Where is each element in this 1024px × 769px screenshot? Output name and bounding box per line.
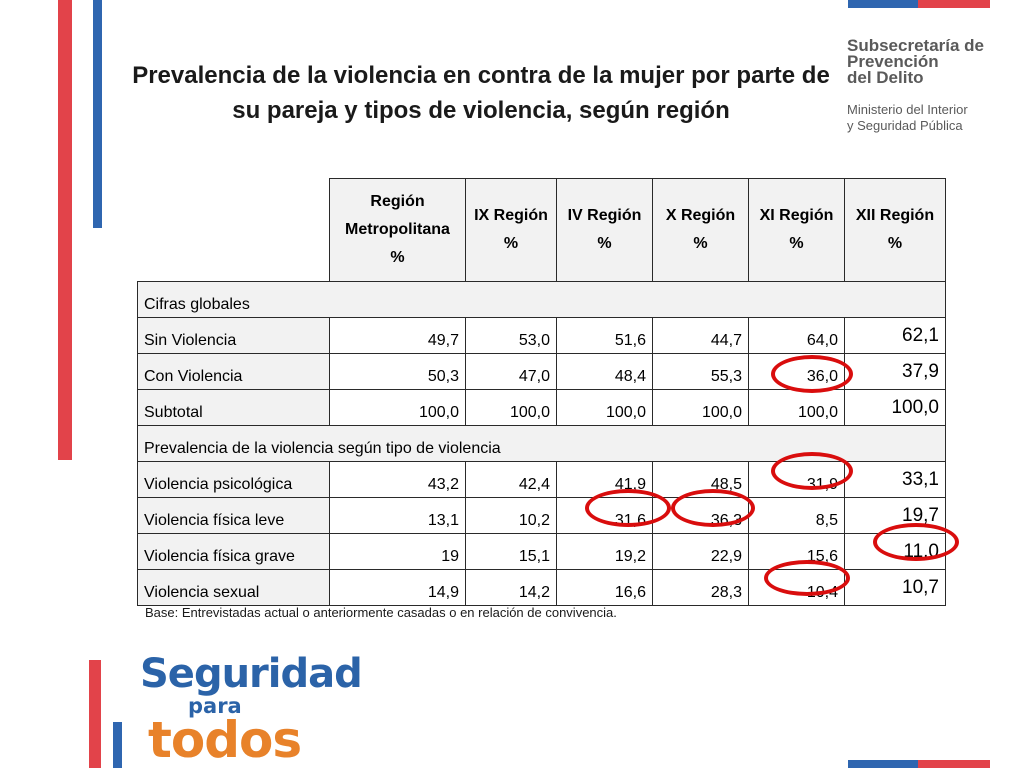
row-label: Violencia física leve bbox=[138, 498, 330, 534]
cell-value: 36,3 bbox=[653, 498, 749, 534]
slide-title: Prevalencia de la violencia en contra de la mujer por parte de su pareja y tipos de violencia, según región bbox=[132, 62, 830, 124]
section-title: Prevalencia de la violencia según tipo de violencia bbox=[138, 426, 946, 462]
table-row bbox=[138, 390, 946, 426]
cell-value: 50,3 bbox=[330, 354, 466, 390]
org-line: Subsecretaría de bbox=[847, 36, 985, 55]
col-header-rm bbox=[330, 179, 466, 282]
cell-value: 49,7 bbox=[330, 318, 466, 354]
cell-value: 19 bbox=[330, 534, 466, 570]
section-title: Cifras globales bbox=[138, 282, 946, 318]
cell-value: 15,1 bbox=[466, 534, 557, 570]
highlight-circle-fisica-leve-iv bbox=[585, 489, 671, 527]
header-row bbox=[138, 179, 946, 282]
cell-value: 31,9 bbox=[749, 462, 845, 498]
top-strip-red bbox=[918, 0, 990, 8]
row-label: Sin Violencia bbox=[138, 318, 330, 354]
cell-value: 16,6 bbox=[557, 570, 653, 606]
col-header-x bbox=[653, 179, 749, 282]
cell-value: 48,4 bbox=[557, 354, 653, 390]
highlight-circle-fisica-leve-x bbox=[671, 489, 755, 527]
accent-bar-red-bottom bbox=[89, 660, 101, 768]
highlight-circle-con-violencia-xi bbox=[771, 355, 853, 393]
seguridad-para-todos-logo bbox=[140, 651, 362, 769]
cell-value: 10,2 bbox=[466, 498, 557, 534]
table-footnote: Base: Entrevistadas actual o anteriormente casadas o en relación de convivencia. bbox=[145, 605, 617, 620]
cell-value: 55,3 bbox=[653, 354, 749, 390]
cell-value: 19,2 bbox=[557, 534, 653, 570]
col-header-line: XI Región bbox=[759, 207, 834, 224]
cell-value: 100,0 bbox=[466, 390, 557, 426]
row-label: Con Violencia bbox=[138, 354, 330, 390]
logo-line: Seguridad bbox=[140, 651, 362, 697]
row-label: Violencia psicológica bbox=[138, 462, 330, 498]
ministry-name bbox=[847, 102, 984, 134]
col-header-line: % bbox=[887, 235, 903, 252]
header-corner bbox=[138, 179, 330, 282]
cell-value: 62,1 bbox=[845, 318, 946, 354]
highlight-circle-sexual-xi bbox=[764, 560, 850, 596]
highlight-circle-fisica-grave-xii bbox=[873, 523, 959, 561]
section-row-global bbox=[138, 282, 946, 318]
cell-value: 28,3 bbox=[653, 570, 749, 606]
col-header-line: X Región bbox=[665, 207, 736, 224]
col-header-xi bbox=[749, 179, 845, 282]
cell-value: 53,0 bbox=[466, 318, 557, 354]
cell-value: 33,1 bbox=[845, 462, 946, 498]
cell-value: 100,0 bbox=[749, 390, 845, 426]
cell-value: 13,1 bbox=[330, 498, 466, 534]
cell-value: 100,0 bbox=[845, 390, 946, 426]
col-header-line: % bbox=[503, 235, 519, 252]
cell-value: 100,0 bbox=[330, 390, 466, 426]
col-header-xii bbox=[845, 179, 946, 282]
col-header-line: IX Región bbox=[474, 207, 548, 224]
cell-value: 8,5 bbox=[749, 498, 845, 534]
cell-value: 48,5 bbox=[653, 462, 749, 498]
org-name bbox=[847, 38, 984, 86]
top-strip-blue bbox=[848, 0, 918, 8]
cell-value: 19,7 bbox=[845, 498, 946, 534]
cell-value: 43,2 bbox=[330, 462, 466, 498]
cell-value: 14,2 bbox=[466, 570, 557, 606]
cell-value: 42,4 bbox=[466, 462, 557, 498]
row-label: Violencia física grave bbox=[138, 534, 330, 570]
cell-value: 64,0 bbox=[749, 318, 845, 354]
table-row bbox=[138, 498, 946, 534]
accent-bar-blue-bottom bbox=[113, 722, 122, 768]
table-row bbox=[138, 318, 946, 354]
cell-value: 47,0 bbox=[466, 354, 557, 390]
col-header-line: % bbox=[693, 235, 708, 252]
cell-value: 10,4 bbox=[749, 570, 845, 606]
col-header-line: XII Región bbox=[855, 207, 935, 224]
cell-value: 100,0 bbox=[653, 390, 749, 426]
col-header-iv bbox=[557, 179, 653, 282]
cell-value: 44,7 bbox=[653, 318, 749, 354]
cell-value: 15,6 bbox=[749, 534, 845, 570]
col-header-line: Metropolitana bbox=[345, 221, 450, 238]
col-header-line: % bbox=[789, 235, 804, 252]
cell-value: 14,9 bbox=[330, 570, 466, 606]
col-header-line: % bbox=[390, 249, 405, 266]
bottom-strip-blue bbox=[848, 760, 918, 768]
logo-line: todos bbox=[148, 711, 302, 769]
cell-value: 37,9 bbox=[845, 354, 946, 390]
ministry-line: Ministerio del Interior bbox=[847, 102, 968, 117]
cell-value: 11,0 bbox=[845, 534, 946, 570]
highlight-circle-psicologica-xi bbox=[771, 452, 853, 490]
accent-bar-blue-left bbox=[93, 0, 102, 228]
col-header-line: % bbox=[597, 235, 612, 252]
cell-value: 41,9 bbox=[557, 462, 653, 498]
cell-value: 100,0 bbox=[557, 390, 653, 426]
cell-value: 10,7 bbox=[845, 570, 946, 606]
org-line: Prevención bbox=[847, 52, 939, 71]
cell-value: 22,9 bbox=[653, 534, 749, 570]
row-label: Violencia sexual bbox=[138, 570, 330, 606]
bottom-strip-red bbox=[918, 760, 990, 768]
row-label: Subtotal bbox=[138, 390, 330, 426]
accent-bar-red-left bbox=[58, 0, 72, 460]
col-header-line: Región bbox=[370, 193, 425, 210]
cell-value: 51,6 bbox=[557, 318, 653, 354]
col-header-ix bbox=[466, 179, 557, 282]
col-header-line: IV Región bbox=[567, 207, 642, 224]
org-line: del Delito bbox=[847, 68, 924, 87]
cell-value: 36,0 bbox=[749, 354, 845, 390]
cell-value: 31,6 bbox=[557, 498, 653, 534]
ministry-line: y Seguridad Pública bbox=[847, 118, 963, 133]
ministry-brand bbox=[847, 38, 984, 134]
logo-line: para bbox=[188, 694, 242, 718]
